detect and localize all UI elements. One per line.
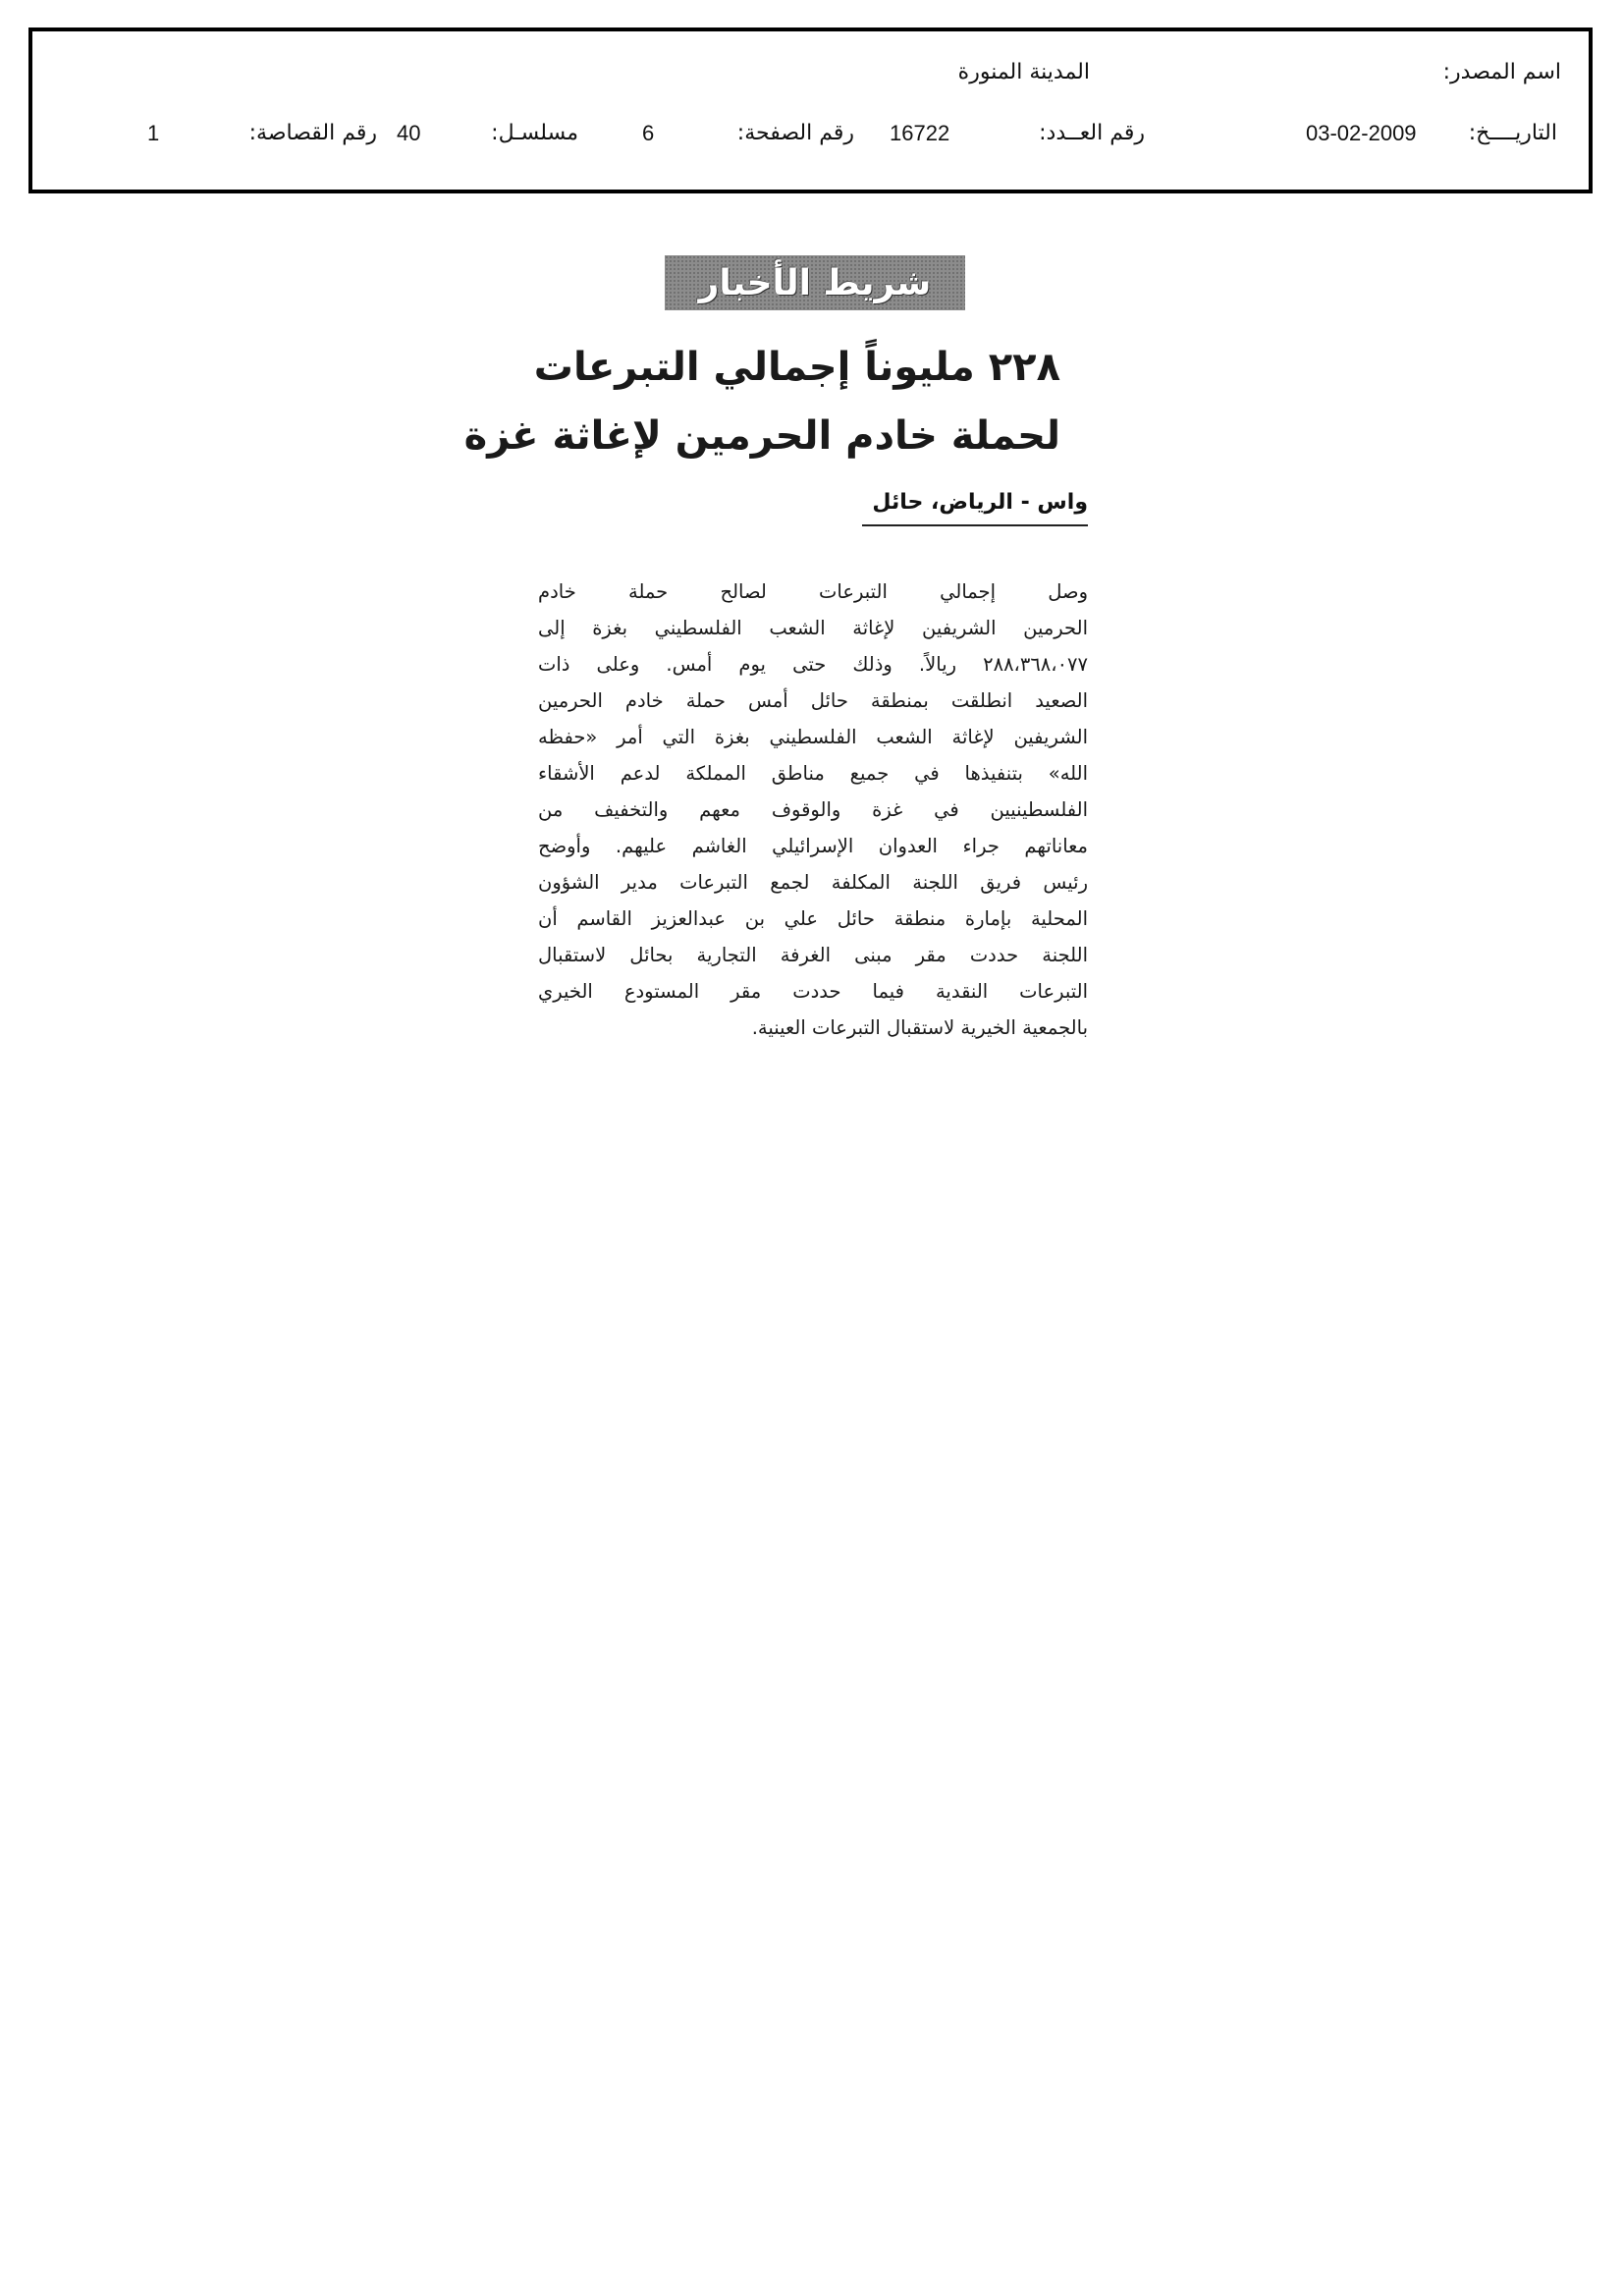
body-line: اللجنة حددت مقر مبنى الغرفة التجارية بحائل لاستقبال: [538, 944, 1088, 966]
clipping-value: 1: [147, 121, 160, 145]
source-value: المدينة المنورة: [957, 60, 1090, 84]
source-label: اسم المصدر:: [1442, 60, 1561, 84]
serial-value: 40: [397, 121, 421, 145]
body-line: الصعيد انطلقت بمنطقة حائل أمس حملة خادم الحرمين: [538, 689, 1088, 712]
body-line: ٢٨٨،٣٦٨،٠٧٧ ريالاً. وذلك حتى يوم أمس. وعلى ذات: [538, 653, 1088, 676]
body-line: الله» بتنفيذها في جميع مناطق المملكة لدعم الأشقاء: [538, 762, 1088, 785]
body-line: المحلية بإمارة منطقة حائل علي بن عبدالعزيز القاسم أن: [538, 907, 1088, 930]
body-line: الشريفين لإغاثة الشعب الفلسطيني بغزة التي أمر «حفظه: [538, 726, 1088, 748]
body-line: التبرعات النقدية فيما حددت مقر المستودع الخيري: [538, 980, 1088, 1003]
section-banner: [665, 255, 965, 310]
body-line: معاناتهم جراء العدوان الإسرائيلي الغاشم عليهم. وأوضح: [538, 835, 1088, 857]
headline-line-1: ٢٢٨ مليوناً إجمالي التبرعات: [533, 345, 1060, 390]
body-line: وصل إجمالي التبرعات لصالح حملة خادم: [538, 580, 1088, 603]
body-line: بالجمعية الخيرية لاستقبال التبرعات العينية.: [751, 1016, 1088, 1039]
date-label: التاريــــخ:: [1468, 121, 1557, 145]
headline-line-2: لحملة خادم الحرمين لإغاثة غزة: [463, 413, 1060, 459]
body-line: رئيس فريق اللجنة المكلفة لجمع التبرعات مدير الشؤون: [538, 871, 1088, 894]
issue-value: 16722: [890, 121, 950, 145]
serial-label: مسلسـل:: [491, 121, 578, 145]
section-title: شريط الأخبار: [698, 262, 932, 303]
date-value: 03-02-2009: [1306, 121, 1417, 145]
issue-label: رقم العــدد:: [1039, 121, 1145, 145]
page-value: 6: [642, 121, 655, 145]
clipping-label: رقم القصاصة:: [248, 121, 377, 145]
body-line: الحرمين الشريفين لإغاثة الشعب الفلسطيني بغزة إلى: [538, 617, 1088, 639]
clipping-header-box: [28, 27, 1593, 193]
byline: واس - الرياض، حائل: [872, 490, 1088, 515]
page-label: رقم الصفحة:: [736, 121, 854, 145]
byline-underline: [862, 524, 1088, 526]
body-line: الفلسطينيين في غزة والوقوف معهم والتخفيف من: [538, 798, 1088, 821]
